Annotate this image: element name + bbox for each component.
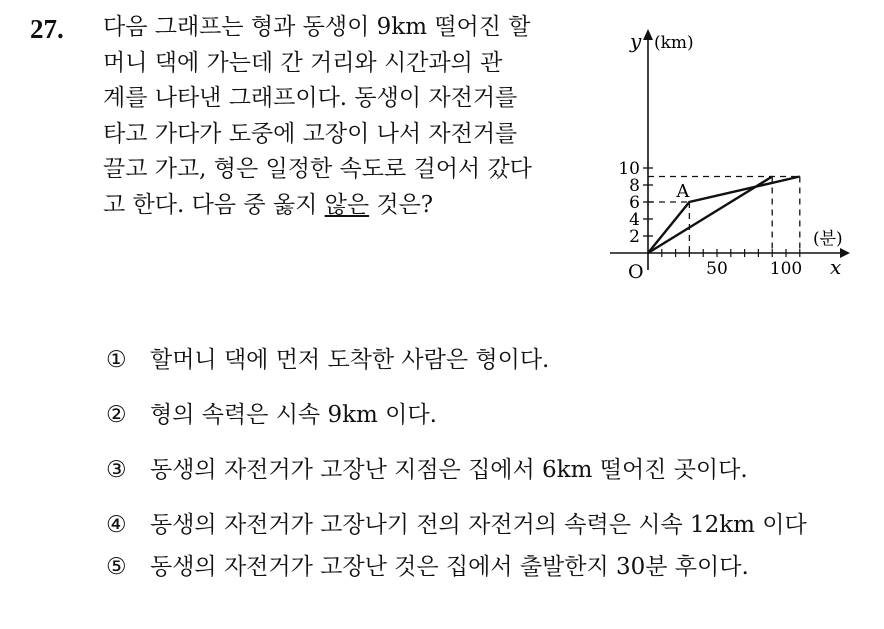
y-tick-label: 8 [629, 176, 640, 196]
underlined-word: 않은 [324, 191, 370, 218]
choice-mark: ③ [106, 457, 127, 483]
choice-mark: ① [106, 347, 127, 373]
data-series [648, 177, 800, 254]
choice-mark: ④ [106, 512, 127, 538]
y-axis-label: y [630, 29, 642, 53]
x-tick-label: 50 [706, 259, 728, 279]
stem-line: 머니 댁에 가는데 간 거리와 시간과의 관 [103, 49, 503, 76]
choice-text: 할머니 댁에 먼저 도착한 사람은 형이다. [150, 347, 550, 373]
stem-line: 끌고 가고, 형은 일정한 속도로 걸어서 갔다 [103, 156, 532, 182]
choice-text: 동생의 자전거가 고장난 것은 집에서 출발한지 30분 후이다. [150, 554, 749, 580]
choice-mark: ② [106, 402, 127, 428]
y-tick-label: 4 [629, 210, 640, 230]
x-unit-label: (분) [813, 229, 843, 249]
choice-4[interactable] [106, 510, 866, 540]
choice-5[interactable] [106, 552, 866, 582]
point-a-label: A [676, 181, 690, 202]
question-stem [103, 10, 593, 223]
guide-lines [648, 177, 800, 254]
stem-line: 타고 가다가 도중에 고장이 나서 자전거를 [103, 120, 518, 147]
series-line-2 [648, 177, 772, 254]
answer-choices [106, 345, 866, 607]
choice-2[interactable] [106, 400, 866, 430]
y-tick-label: 10 [618, 159, 640, 179]
stem-last-text: 고 한다. 다음 중 옳지 [103, 191, 325, 218]
distance-time-graph [600, 20, 860, 290]
choice-text: 동생의 자전거가 고장난 지점은 집에서 6km 떨어진 곳이다. [150, 457, 748, 483]
choice-text: 동생의 자전거가 고장나기 전의 자전거의 속력은 시속 12km 이다 [150, 512, 807, 538]
x-tick-label: 100 [769, 259, 803, 279]
stem-line: 계를 나타낸 그래프이다. 동생이 자전거를 [103, 85, 518, 111]
y-tick-label: 6 [629, 193, 640, 213]
stem-line: 다음 그래프는 형과 동생이 9km 떨어진 할 [103, 14, 531, 40]
choice-3[interactable] [106, 455, 866, 485]
stem-last-text-end: 것은? [369, 191, 434, 218]
y-tick-label: 2 [629, 227, 640, 247]
stem-line [103, 188, 593, 224]
origin-label: O [628, 261, 644, 283]
choice-text: 형의 속력은 시속 9km 이다. [150, 402, 437, 428]
x-axis-label: x [830, 255, 842, 279]
x-axis-arrow [840, 248, 850, 258]
y-axis-arrow [643, 29, 653, 40]
question-number: 27. [30, 14, 64, 44]
series-line-1 [648, 177, 800, 254]
y-unit-label: (km) [654, 33, 694, 53]
choice-mark: ⑤ [106, 554, 127, 580]
choice-1[interactable] [106, 345, 866, 375]
